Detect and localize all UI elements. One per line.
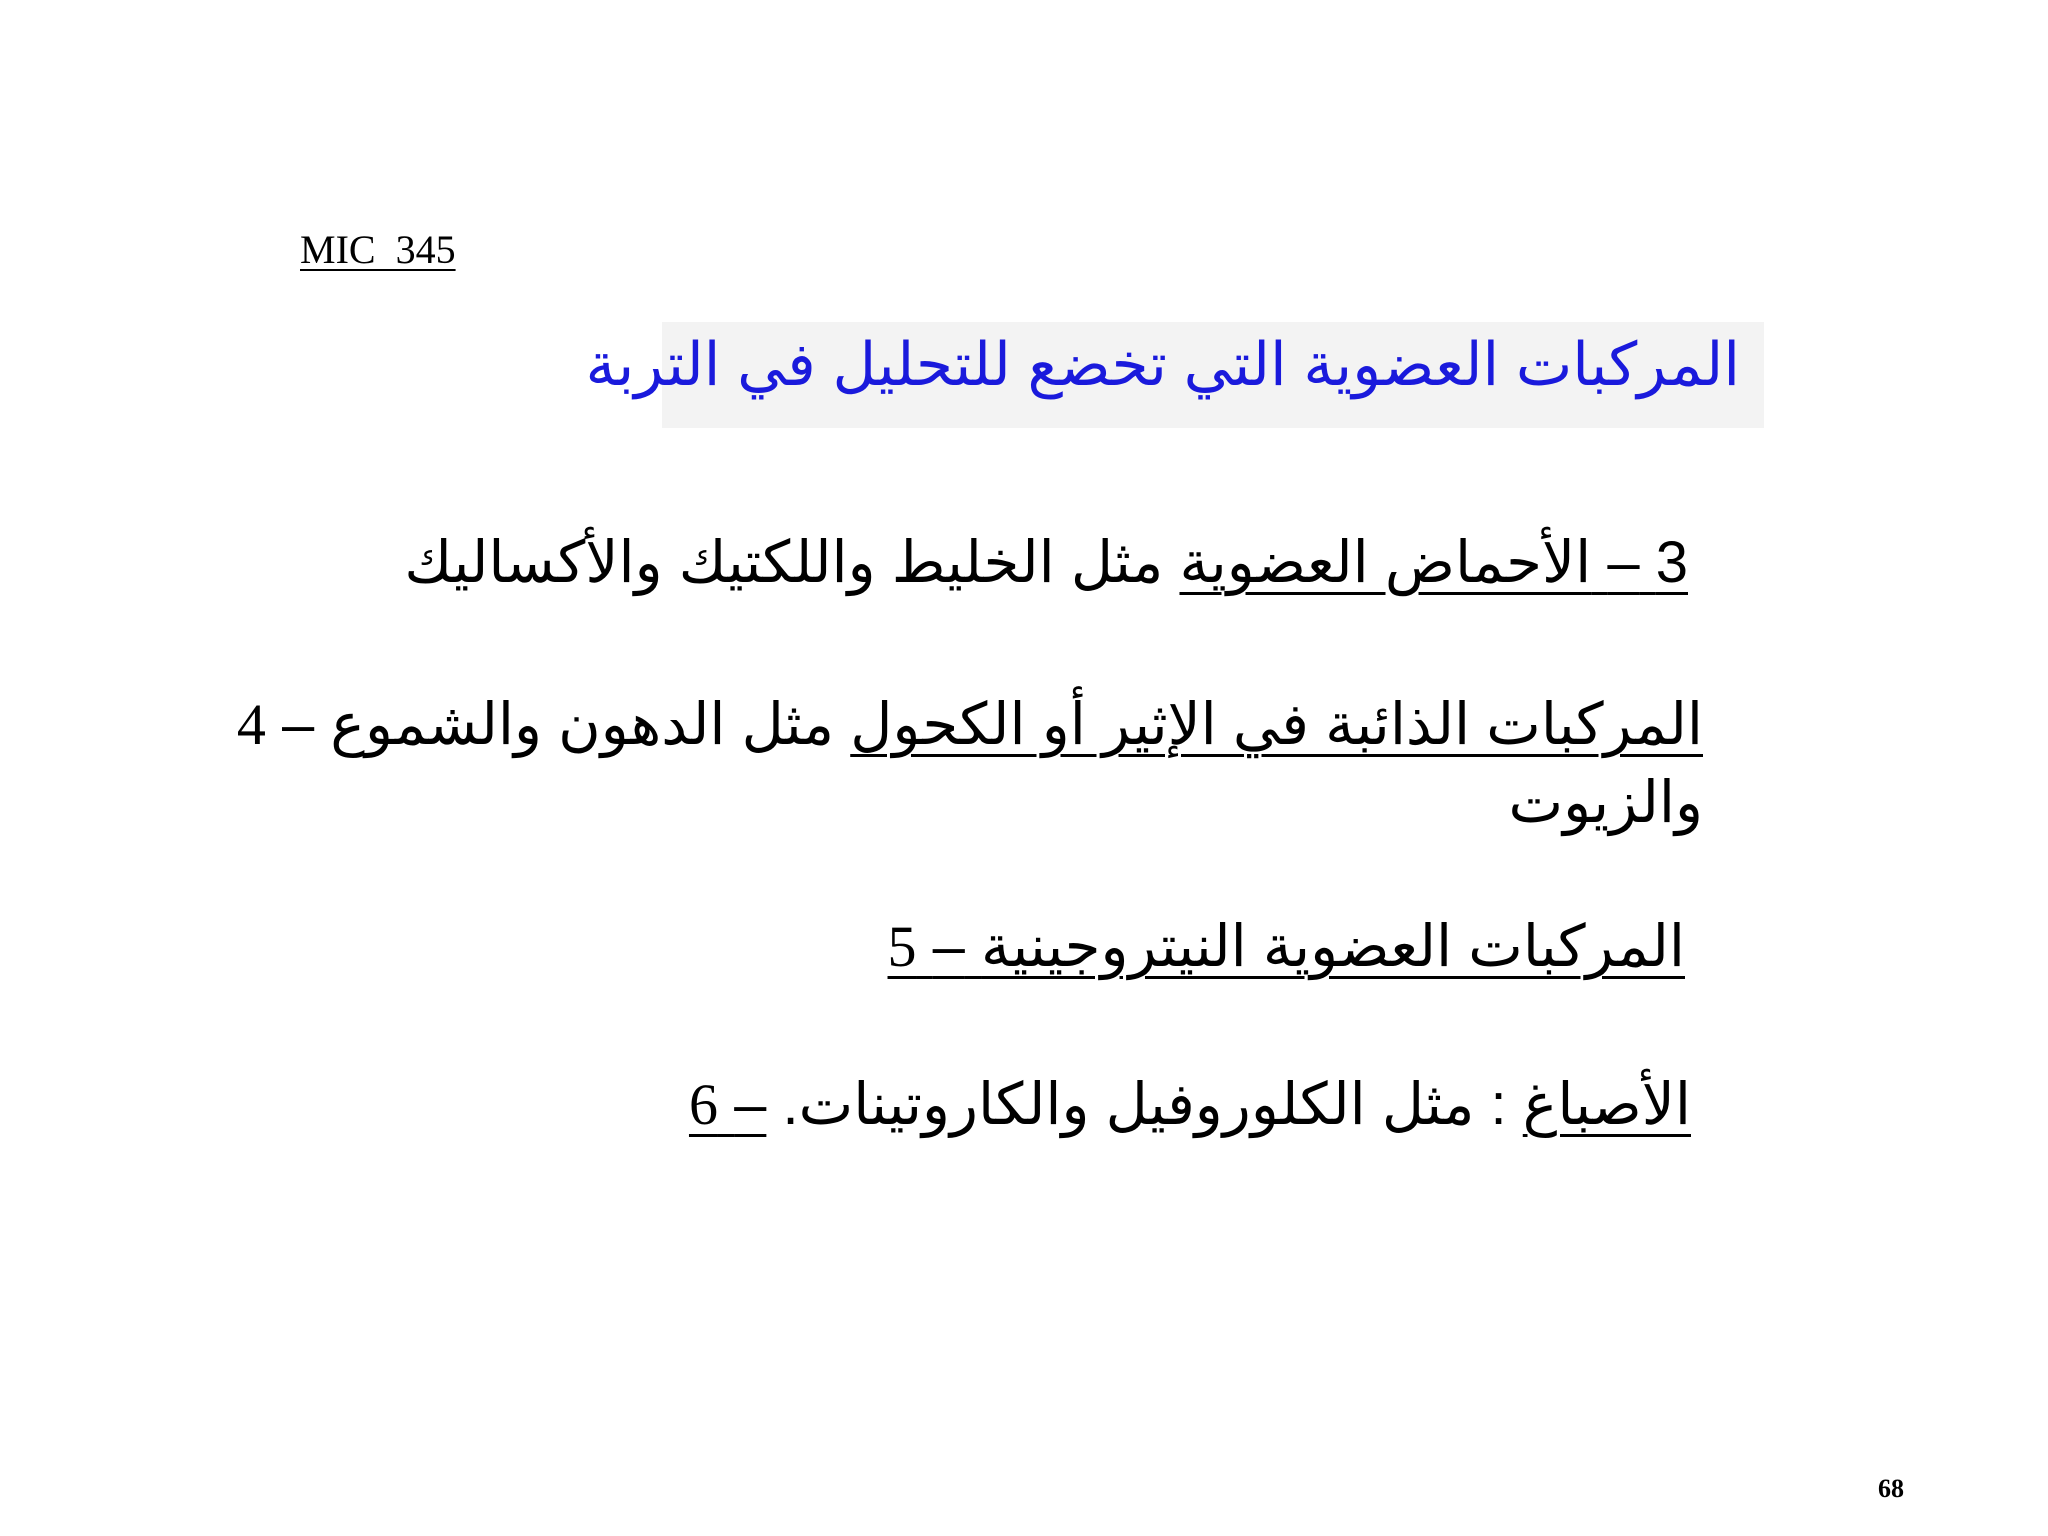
- item-6-number: 6: [688, 1072, 718, 1137]
- item-3-dash: –: [1607, 530, 1640, 595]
- item-3-underlined: الأحماض العضوية: [1179, 530, 1592, 595]
- slide-title: المركبات العضوية التي تخضع للتحليل في التربة: [585, 331, 1740, 398]
- list-item-3: [404, 528, 1688, 596]
- list-item-4: [237, 690, 1703, 758]
- item-3-number-dash: [1179, 530, 1688, 595]
- item-5-underlined: المركبات العضوية النيتروجينية: [981, 914, 1685, 979]
- item-4-underlined: المركبات الذائبة في الإثير أو الكحول: [850, 692, 1703, 757]
- item-5-number: 5: [887, 914, 917, 979]
- item-3-number: 3: [1655, 530, 1688, 595]
- item-4-text: مثل الدهون والشموع: [330, 692, 835, 757]
- item-6-text: : مثل الكلوروفيل والكاروتينات.: [782, 1072, 1507, 1137]
- item-6-underlined: الأصباغ: [1522, 1072, 1691, 1137]
- title-box: [585, 322, 1764, 428]
- page-number: 68: [1878, 1474, 1904, 1503]
- list-item-4-continuation: والزيوت: [1508, 770, 1703, 835]
- item-5-dash: –: [932, 914, 965, 979]
- item-4-number: 4: [236, 692, 266, 757]
- course-code: MIC 345: [300, 227, 456, 272]
- item-4-dash: –: [281, 692, 315, 757]
- list-item-5: [888, 912, 1685, 980]
- item-3-text: مثل الخليط واللكتيك والأكساليك: [404, 530, 1164, 595]
- list-item-6: [689, 1070, 1691, 1138]
- item-6-dash-number: [689, 1072, 766, 1137]
- item-6-dash: –: [734, 1072, 767, 1137]
